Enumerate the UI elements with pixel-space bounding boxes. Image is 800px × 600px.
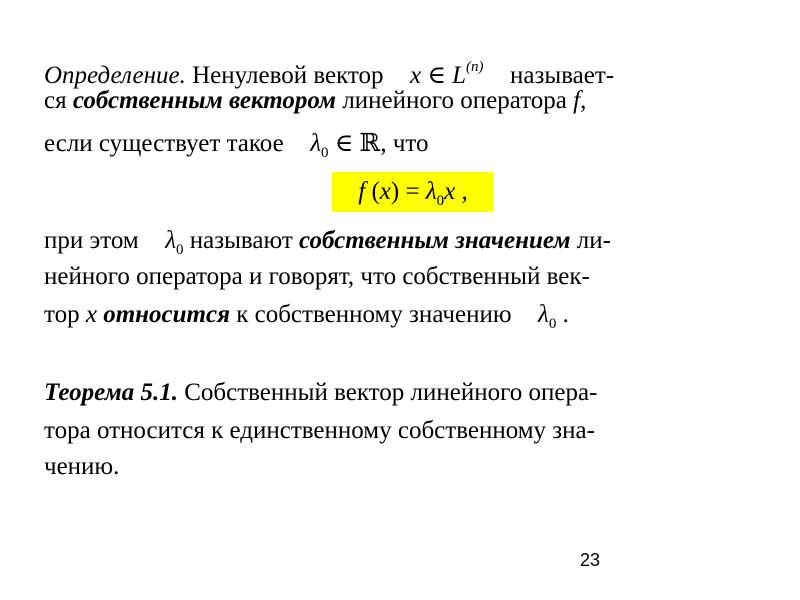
lambda-symbol: λ [310,130,322,157]
continuation-mid: называют [189,227,293,254]
theorem-line-1 [44,378,597,408]
continuation-lambda: λ [165,227,177,254]
formula-f: f [358,178,366,205]
theorem-line1-text: Собственный вектор линейного опера- [184,379,598,406]
definition-line-3 [44,129,428,168]
lambda-subscript: 0 [321,145,329,161]
formula-lambda-sub: 0 [436,193,445,209]
definition-line3-post: , что [380,130,429,157]
definition-line2-pre: ся [44,87,67,114]
continuation-l3-pre: тор [44,301,80,328]
belongs-term: относится [103,301,230,328]
reals-symbol: ℝ [359,130,381,157]
formula-x2: x [444,178,456,205]
definition-label: Определение. [44,62,186,89]
continuation-l3-end: . [562,301,569,328]
continuation-vector-x: x [85,301,97,328]
continuation-l3-post: к собственному значению [236,301,512,328]
eigenvalue-term: собственным значением [299,227,571,254]
continuation-line-3 [44,300,569,339]
continuation-pre: при этом [44,227,139,254]
member-of-symbol: ∈ [427,62,446,89]
continuation-line-1 [44,226,611,265]
vector-x: x [410,62,422,89]
theorem-line-2: тора относится к единственному собственному зна- [44,417,595,444]
formula-tail: , [455,178,468,205]
definition-line-2 [44,86,586,116]
formula-eq: = [399,178,426,205]
formula-x: x [379,178,391,205]
page-number: 23 [580,550,601,570]
theorem-label: Теорема 5.1. [44,379,178,406]
formula-open: ( [365,178,380,205]
definition-called: называет- [510,62,615,89]
continuation-l3-lambda-sub: 0 [548,316,557,332]
continuation-l3-lambda: λ [538,301,549,328]
continuation-lambda-sub: 0 [176,242,184,258]
space-dimension: (n) [466,59,484,75]
eigenvector-term: собственным вектором [72,87,337,114]
continuation-post: ли- [576,227,611,254]
continuation-line-2: нейного оператора и говорят, что собственный век- [44,263,590,290]
operator-symbol: f [573,87,581,114]
formula-lambda: λ [425,178,437,205]
eigen-equation [332,172,494,212]
definition-line2-post: линейного оператора [342,87,567,114]
formula-close: ) [390,178,400,205]
theorem-line-3: чению. [44,453,120,480]
definition-comma: , [580,87,587,114]
definition-intro: Ненулевой вектор [192,62,384,89]
definition-line3-pre: если существует такое [44,130,284,157]
space-symbol: L [452,62,467,89]
member-of-symbol-2: ∈ [334,130,354,157]
